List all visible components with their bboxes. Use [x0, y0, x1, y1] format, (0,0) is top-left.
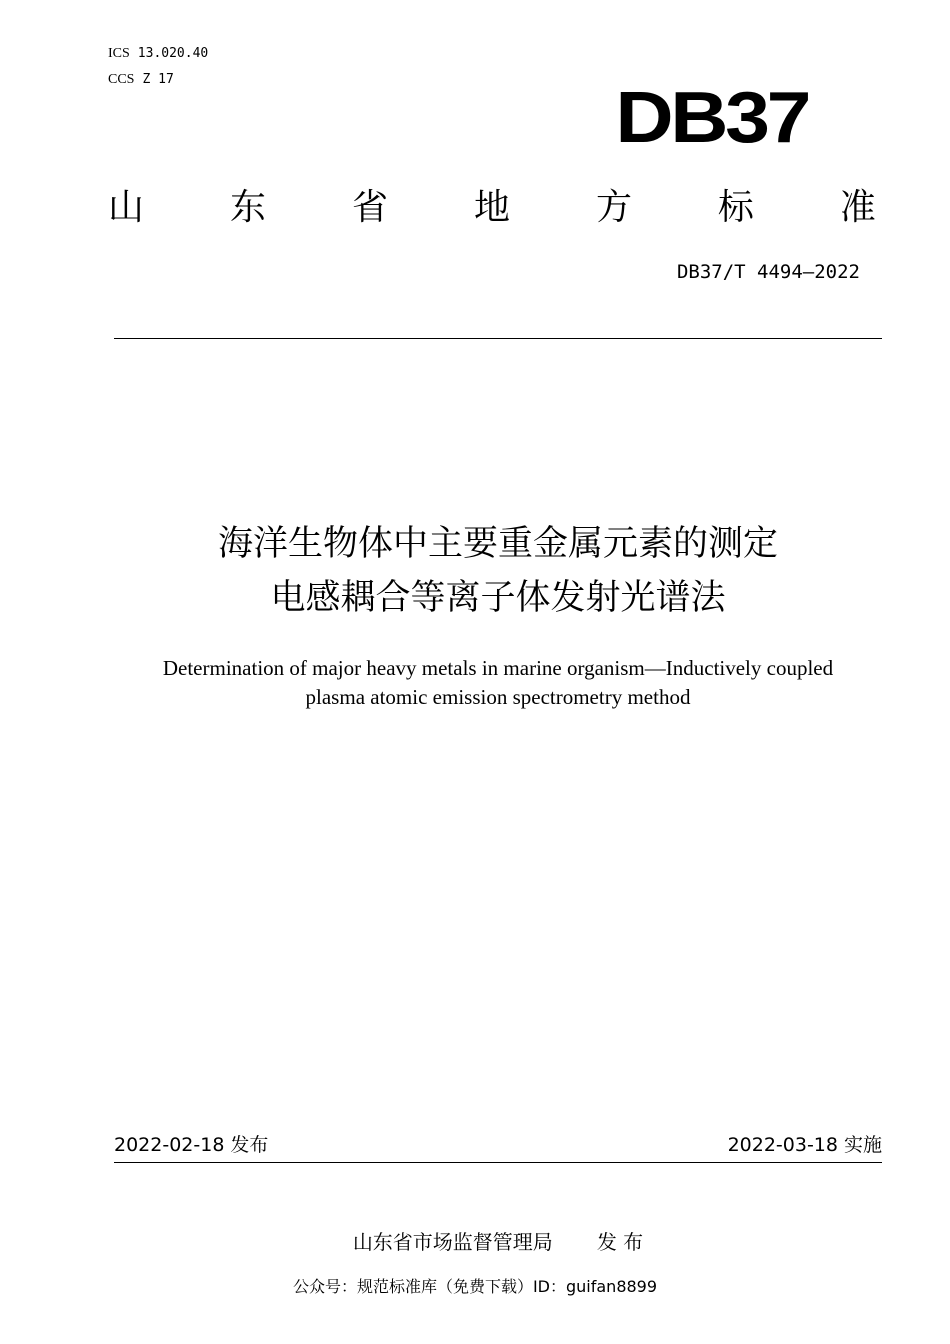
standard-type-char: 标	[717, 187, 754, 228]
standard-number: DB37/T 4494—2022	[676, 261, 860, 283]
standard-type-char: 省	[351, 187, 388, 228]
issue-date-block	[114, 1132, 268, 1158]
top-divider	[114, 338, 882, 339]
ics-label: ICS	[108, 46, 130, 61]
ccs-value: Z 17	[142, 72, 174, 87]
title-chinese-line-1: 海洋生物体中主要重金属元素的测定	[217, 524, 778, 564]
ics-value: 13.020.40	[137, 46, 209, 61]
ics-classification	[108, 46, 208, 62]
ccs-label: CCS	[108, 72, 135, 87]
title-english-line-2: plasma atomic emission spectrometry method	[305, 685, 691, 709]
implement-date: 2022-03-18	[727, 1134, 838, 1156]
footer-note: 公众号：规范标准库（免费下载）ID：guifan8899	[292, 1277, 658, 1296]
standard-type-char: 山	[108, 187, 145, 228]
issuer-action: 发 布	[596, 1230, 644, 1254]
implement-label: 实施	[843, 1134, 882, 1156]
issuer-name: 山东省市场监督管理局	[352, 1230, 553, 1254]
implement-date-block	[728, 1132, 882, 1158]
standard-type-heading	[108, 186, 876, 230]
issue-label: 发布	[230, 1134, 269, 1156]
issuer-line	[0, 1228, 950, 1256]
date-divider	[114, 1162, 882, 1163]
standard-type-char: 方	[595, 187, 632, 228]
title-english-line-1: Determination of major heavy metals in marine organism—Inductively coupled	[162, 656, 834, 680]
standard-type-char: 东	[229, 187, 266, 228]
db37-logo: DB37	[615, 78, 808, 158]
issue-date: 2022-02-18	[114, 1134, 225, 1156]
standard-type-char: 准	[839, 187, 876, 228]
standard-type-char: 地	[473, 187, 510, 228]
title-chinese-line-2: 电感耦合等离子体发射光谱法	[270, 578, 726, 618]
ccs-classification	[108, 72, 174, 88]
